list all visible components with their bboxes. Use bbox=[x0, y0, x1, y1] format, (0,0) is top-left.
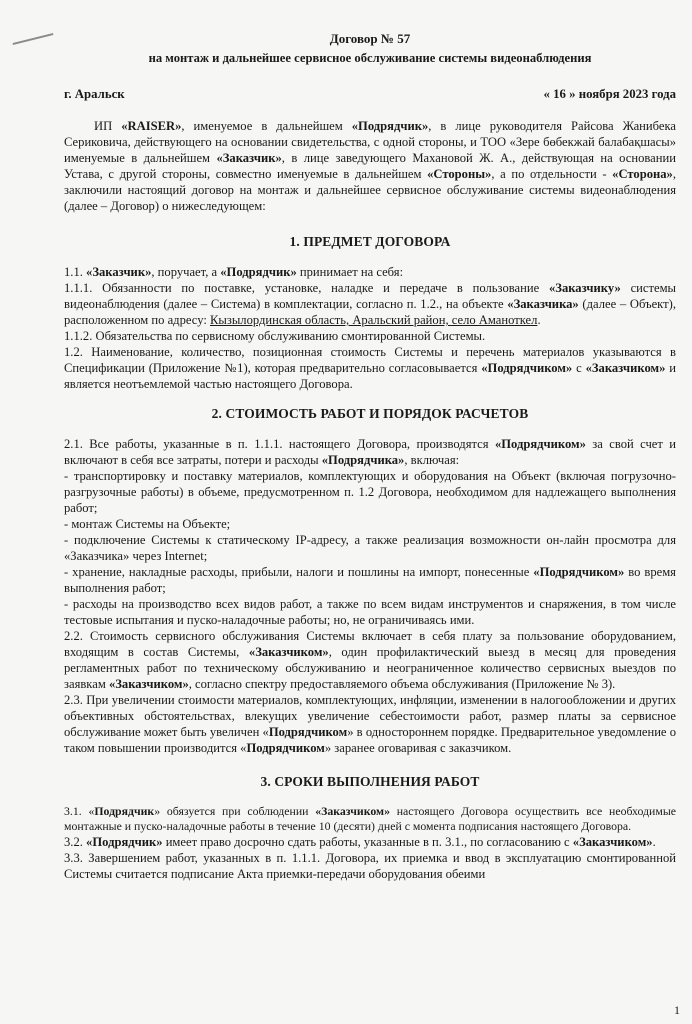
clause-2-1: 2.1. Все работы, указанные в п. 1.1.1. настоящего Договора, производятся «Подрядчиком» за свой счет и включают в себя все затраты, потери и расходы «Подрядчика», включая: bbox=[64, 437, 676, 467]
clause-2-2: 2.2. Стоимость сервисного обслуживания Системы включает в себя плату за пользование оборудованием, входящим в состав Системы, «Заказчиком», один профилактический выезд в месяц для проведения регламентных работ по техническому обслуживанию и неограниченное количество сервисных выездов по заявкам «Заказчиком», согласно спектру предоставляемого объема обслуживания (Приложение № 3). bbox=[64, 629, 676, 691]
clause-1-1: 1.1. «Заказчик», поручает, а «Подрядчик» принимает на себя: bbox=[64, 265, 404, 279]
clause-2-1-expenses: - расходы на производство всех видов работ, а также по всем видам инструментов и снаряжения, в том числе тестовые испытания и пуско-наладочные работы; но, не ограничиваясь ими. bbox=[64, 597, 676, 627]
title-block bbox=[64, 30, 676, 66]
clause-1-1-1: 1.1.1. Обязанности по поставке, установке, наладке и передаче в пользование «Заказчику» системы видеонаблюдения (далее – Система) в комплектации, согласно п. 1.2., на объекте «Заказчика» (далее – Объект), расположенном по адресу: Кызылординская область, Аральский район, село Аманоткел. bbox=[64, 281, 677, 327]
clause-3-2: 3.2. «Подрядчик» имеет право досрочно сдать работы, указанные в п. 3.1., по согласованию с «Заказчиком». bbox=[64, 835, 656, 850]
clause-1-2: 1.2. Наименование, количество, позиционная стоимость Системы и перечень материалов указываются в Спецификации (Приложение №1), которая предварительно согласовывается «Подрядчиком» с «Заказчиком» и является неотъемлемой частью настоящего Договора. bbox=[64, 345, 676, 391]
section-1-heading: 1. ПРЕДМЕТ ДОГОВОРА bbox=[289, 234, 451, 249]
clause-3-1: 3.1. «Подрядчик» обязуется при соблюдении «Заказчиком» настоящего Договора осуществить все необходимые монтажные и пуско-наладочные работы в течение 10 (десяти) дней с момента подписания настоящего Договора. bbox=[64, 804, 676, 834]
city: г. Аральск bbox=[64, 87, 125, 101]
clause-2-1-storage: - хранение, накладные расходы, прибыли, налоги и пошлины на импорт, понесенные «Подрядчиком» во время выполнения работ; bbox=[64, 565, 676, 595]
clause-1-1-2: 1.1.2. Обязательства по сервисному обслуживанию смонтированной Системы. bbox=[64, 329, 486, 343]
section-3-heading: 3. СРОКИ ВЫПОЛНЕНИЯ РАБОТ bbox=[260, 774, 480, 789]
clause-3-3: 3.3. Завершением работ, указанных в п. 1.1.1. Договора, их приемка и ввод в эксплуатацию смонтированной Системы считается подписание Акта приемки-передачи оборудования обеими bbox=[64, 851, 676, 882]
scan-mark bbox=[12, 33, 53, 45]
contract-date: « 16 » ноября 2023 года bbox=[543, 87, 676, 101]
object-address: Кызылординская область, Аральский район, село Аманоткел bbox=[209, 313, 538, 327]
section-2-heading: 2. СТОИМОСТЬ РАБОТ И ПОРЯДОК РАСЧЕТОВ bbox=[211, 406, 529, 421]
clause-2-3: 2.3. При увеличении стоимости материалов, комплектующих, инфляции, изменении в налогообложении и других объективных обстоятельствах, влекущих увеличение себестоимости работ, размер платы за сервисное обслуживание может быть увеличен «Подрядчиком» в одностороннем порядке. Предварительное уведомление о таком повышении производится «Подрядчиком» заранее оговаривая с заказчиком. bbox=[64, 693, 677, 755]
page-number: 1 bbox=[674, 1003, 680, 1017]
clause-2-1-transport: - транспортировку и поставку материалов, комплектующих и оборудования на Объект (включая погрузочно-разгрузочные работы) в объеме, предусмотренном п. 1.2 Договора, необходимом для надлежащего выполнения работ; bbox=[64, 469, 676, 515]
contract-subtitle: на монтаж и дальнейшее сервисное обслуживание системы видеонаблюдения bbox=[148, 51, 592, 65]
clause-2-1-mounting: - монтаж Системы на Объекте; bbox=[64, 517, 231, 531]
contract-title: Договор № 57 bbox=[329, 31, 411, 46]
intro-paragraph: ИП «RAISER», именуемое в дальнейшем «Подрядчик», в лице руководителя Райсова Жанибека Сериковича, действующего на основании свидетельства, с одной стороны, и ТОО «Зере бөбекжай балабақшасы» именуемые в дальнейшем «Заказчик», в лице заведующего Махановой Ж. А., действующая на основании Устава, с другой стороны, совместно именуемые в дальнейшем «Стороны», а по отдельности - «Сторона», заключили настоящий договор на монтаж и дальнейшее сервисное обслуживание системы видеонаблюдения (далее – Договор) о нижеследующем: bbox=[64, 119, 677, 213]
document-body bbox=[64, 30, 676, 882]
clause-2-1-connection: - подключение Системы к статическому IP-адресу, а также реализация возможности он-лайн просмотра для «Заказчика» через Internet; bbox=[64, 533, 676, 563]
place-date-row bbox=[64, 86, 676, 102]
